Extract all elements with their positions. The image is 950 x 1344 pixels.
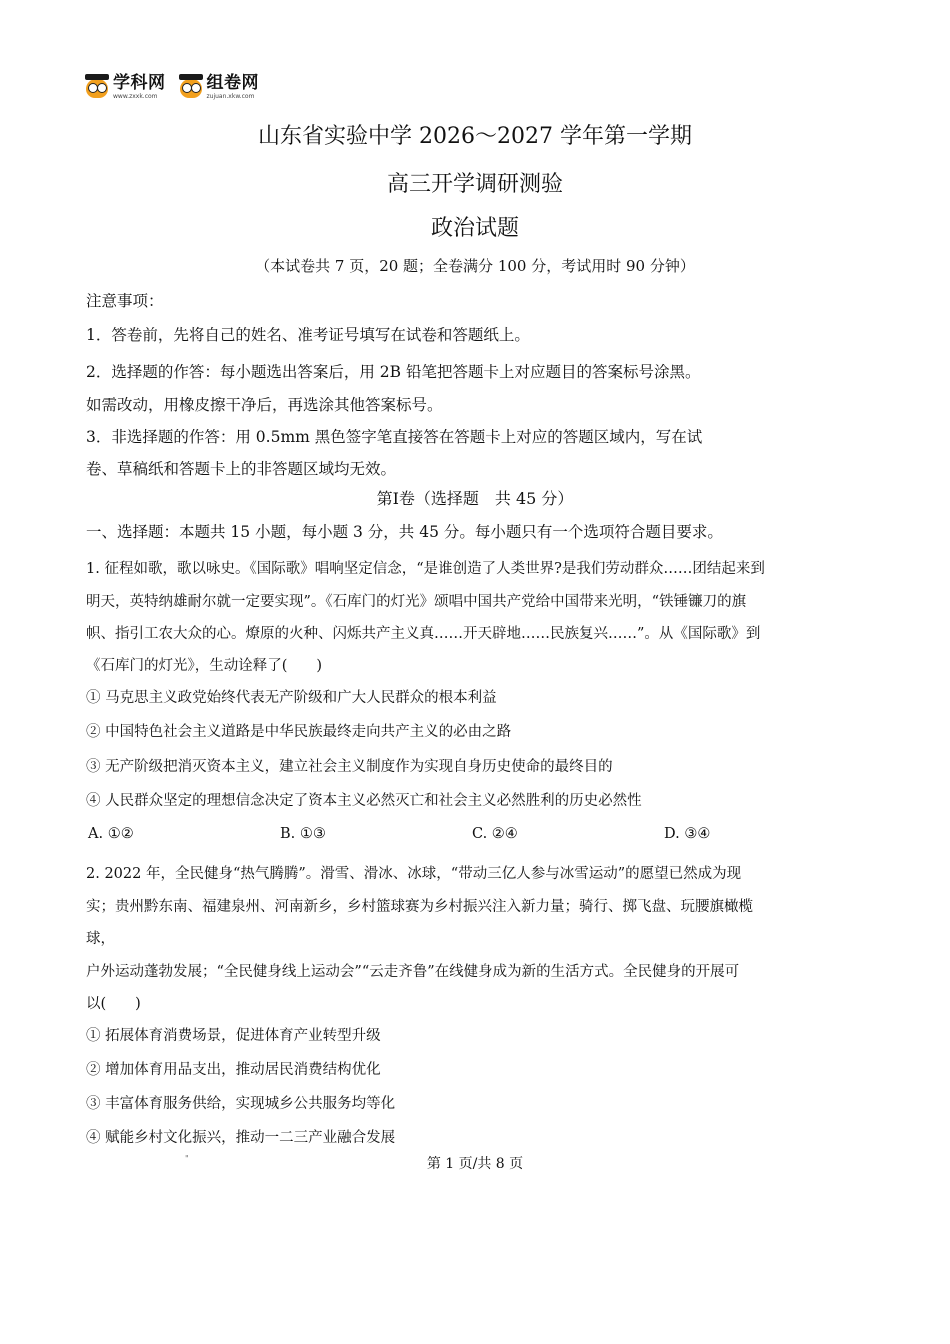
logo-name: 学科网 [113, 72, 166, 93]
question-2-item: ④ 赋能乡村文化振兴，推动一二三产业融合发展 [86, 1130, 396, 1146]
logo-name: 组卷网 [206, 72, 259, 93]
question-2-item: ① 拓展体育消费场景，促进体育产业转型升级 [86, 1028, 381, 1044]
exam-title: 山东省实验中学 2026～2027 学年第一学期 [258, 124, 692, 149]
question-1-text: 明天，英特纳雄耐尔就一定要实现”。《石库门的灯光》颂唱中国共产党给中国带来光明，“铁锤镰刀的旗 [86, 594, 747, 610]
question-1-item: ③ 无产阶级把消灭资本主义，建立社会主义制度作为实现自身历史使命的最终目的 [86, 759, 613, 775]
owl-mascot-icon [178, 74, 204, 100]
logo-url: www.zxxk.com [113, 92, 158, 100]
question-2-item: ② 增加体育用品支出，推动居民消费结构优化 [86, 1062, 381, 1078]
notes-heading: 注意事项： [86, 292, 164, 310]
question-2-text: 2. 2022 年，全民健身“热气腾腾”。滑雪、滑冰、冰球，“带动三亿人参与冰雪运动”的愿望已然成为现 [86, 866, 742, 882]
exam-subtitle: 高三开学调研测验 [386, 172, 563, 197]
question-2-text: 以( ) [86, 996, 141, 1012]
question-2-text: 户外运动蓬勃发展；“全民健身线上运动会”“云走齐鲁”在线健身成为新的生活方式。全民健身的开展可 [86, 964, 740, 980]
header-logos [84, 70, 271, 104]
question-1-item: ② 中国特色社会主义道路是中华民族最终走向共产主义的必由之路 [86, 724, 512, 740]
section-instruction: 一、选择题：本题共 15 小题，每小题 3 分，共 45 分。每小题只有一个选项符合题目要求。 [86, 523, 723, 541]
question-1-item: ④ 人民群众坚定的理想信念决定了资本主义必然灭亡和社会主义必然胜利的历史必然性 [86, 793, 642, 809]
question-2-item: ③ 丰富体育服务供给，实现城乡公共服务均等化 [86, 1096, 396, 1112]
question-2-text: 球， [86, 931, 115, 947]
question-1-text: 1. 征程如歌，歌以咏史。《国际歌》唱响坚定信念，“是谁创造了人类世界?是我们劳动群众……团结起来到 [86, 561, 765, 577]
exam-subject: 政治试题 [430, 216, 519, 241]
option-c[interactable]: C. ②④ [472, 826, 518, 842]
note-item: 2．选择题的作答：每小题选出答案后，用 2B 铅笔把答题卡上对应题目的答案标号涂黑。 [86, 363, 701, 381]
section-title: 第Ⅰ卷（选择题 共 45 分） [376, 489, 574, 508]
option-b[interactable]: B. ①③ [280, 826, 326, 842]
question-1-item: ① 马克思主义政党始终代表无产阶级和广大人民群众的根本利益 [86, 690, 497, 706]
logo-url: zujuan.xkw.com [206, 92, 255, 100]
stray-mark: " [185, 1154, 189, 1163]
option-a[interactable]: A. ①② [88, 826, 134, 842]
page-number: 第 1 页/共 8 页 [426, 1156, 524, 1172]
note-item: 1．答卷前，先将自己的姓名、准考证号填写在试卷和答题纸上。 [86, 326, 530, 344]
owl-mascot-icon [84, 74, 110, 100]
question-2-text: 实；贵州黔东南、福建泉州、河南新乡，乡村篮球赛为乡村振兴注入新力量；骑行、掷飞盘、玩腰旗橄榄 [86, 899, 753, 915]
zujuanwang-logo [178, 74, 260, 100]
note-item: 3．非选择题的作答：用 0.5mm 黑色签字笔直接答在答题卡上对应的答题区域内，写在试 [86, 428, 703, 446]
xuekewang-logo [84, 74, 166, 100]
question-1-text: 《石库门的灯光》，生动诠释了( ) [86, 658, 323, 674]
question-1-text: 帜、指引工农大众的心。燎原的火种、闪烁共产主义真……开天辟地……民族复兴……”。从《国际歌》到 [86, 626, 761, 642]
note-item: 卷、草稿纸和答题卡上的非答题区域均无效。 [86, 460, 397, 478]
exam-info: （本试卷共 7 页，20 题；全卷满分 100 分，考试用时 90 分钟） [255, 257, 695, 275]
note-item: 如需改动，用橡皮擦干净后，再选涂其他答案标号。 [86, 396, 443, 414]
option-d[interactable]: D. ③④ [664, 826, 711, 842]
